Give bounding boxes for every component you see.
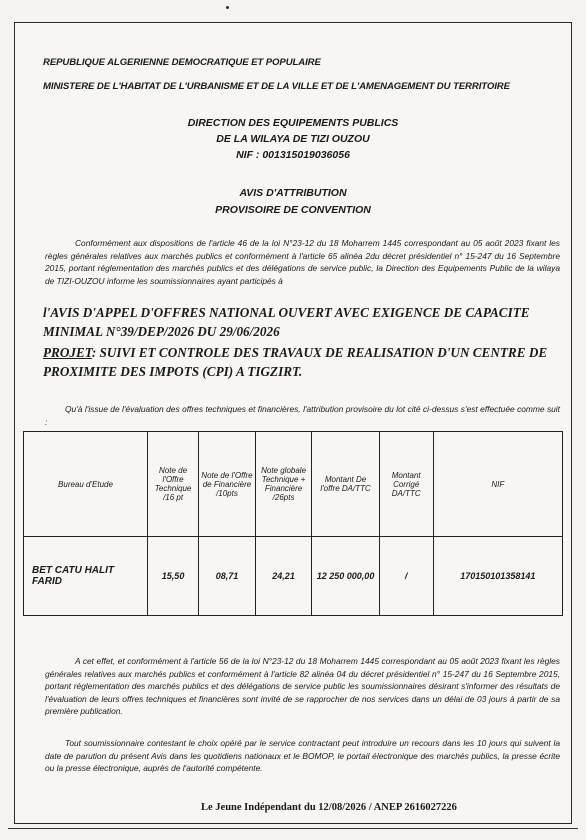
col-montant-corrige: Montant Corrigé DA/TTC <box>379 432 433 537</box>
cell-note-globale: 24,21 <box>255 537 312 616</box>
bottom-rule <box>8 828 578 829</box>
direction-line1: DIRECTION DES EQUIPEMENTS PUBLICS <box>187 117 399 129</box>
col-note-financiere: Note de l'Offre de Financière /10pts <box>199 432 256 537</box>
notice-frame <box>14 22 572 824</box>
ministry-heading: MINISTERE DE L'HABITAT DE L'URBANISME ET DE LA VILLE ET DE L'AMENAGEMENT DU TERRITOIRE <box>43 81 510 92</box>
avis-subtitle: PROVISOIRE DE CONVENTION <box>215 204 371 216</box>
cell-nif: 170150101358141 <box>433 537 562 616</box>
projet-label: PROJET <box>43 345 92 360</box>
scan-mark <box>226 6 229 9</box>
col-note-globale: Note globale Technique + Financière /26pts <box>255 432 312 537</box>
effet-paragraph: A cet effet, et conformément à l'article 56 de la loi N°23-12 du 18 Moharrem 1445 correspondant au 05 août 2023 fixant les règles générales relatives aux marchés publics et conformément à l'article 82 alinéa 04 du décret présidentiel n° 15-247 du 16 Septembre 2015, portant réglementation des marchés publics et des délégations de service public les soumissionnaires désirant s'informer des résultats de l'évaluation de leurs offres techniques et financières sont invité de se rapprocher de nos services dans un délai de 03 jours à partir de sa première publication. <box>45 656 560 716</box>
direction-line2: DE LA WILAYA DE TIZI OUZOU <box>216 133 370 145</box>
nif-line: NIF : 001315019036056 <box>236 149 350 161</box>
cell-montant-corrige: / <box>379 537 433 616</box>
publication-footer: Le Jeune Indépendant du 12/08/2026 / ANEP 2616027226 <box>201 802 457 813</box>
projet-text: : SUIVI ET CONTROLE DES TRAVAUX DE REALISATION D'UN CENTRE DE PROXIMITE DES IMPOTS (CPI) A TIGZIRT. <box>43 345 548 379</box>
recours-paragraph: Tout soumissionnaire contestant le choix opéré par le service contractant peut introduire un recours dans les 10 jours qui suivent la date de parution du présent Avis dans les quotidiens nationaux et le BOMOP, le portail électronique des marchés publics, la presse écrite ou la presse électronique, auprès de l'autorité compétente. <box>45 738 560 773</box>
evaluation-paragraph: Qu'à l'issue de l'évaluation des offres techniques et financières, l'attribution provisoire du lot cité ci-dessus s'est effectuée comme suit : <box>45 404 560 427</box>
cell-montant: 12 250 000,00 <box>312 537 379 616</box>
republic-heading: REPUBLIQUE ALGERIENNE DEMOCRATIQUE ET POPULAIRE <box>43 57 321 68</box>
projet-block <box>43 343 563 381</box>
attribution-table <box>23 431 563 616</box>
col-montant: Montant De l'offre DA/TTC <box>312 432 379 537</box>
avis-title: AVIS D'ATTRIBUTION <box>239 187 347 199</box>
cell-note-technique: 15,50 <box>147 537 198 616</box>
col-bureau: Bureau d'Etude <box>24 432 148 537</box>
table-header-row <box>24 432 563 537</box>
cell-bureau: BET CATU HALIT FARID <box>24 537 148 616</box>
table-row <box>24 537 563 616</box>
intro-paragraph: Conformément aux dispositions de l'article 46 de la loi N°23-12 du 18 Moharrem 1445 correspondant au 05 août 2023 fixant les règles générales relatives aux marchés publics et conformément à l'article 65 alinéa 2du décret présidentiel n° 15-247 du 16 Septembre 2015, portant réglementation des marchés publics et des délégations de service public, la Direction des Equipements Public de la wilaya de TIZI-OUZOU informe les soumissionnaires ayant participés à <box>45 238 560 286</box>
col-nif: NIF <box>433 432 562 537</box>
cell-note-financiere: 08,71 <box>199 537 256 616</box>
appel-offres: l'AVIS D'APPEL D'OFFRES NATIONAL OUVERT AVEC EXIGENCE DE CAPACITE MINIMAL N°39/DEP/2026 DU 29/06/2026 <box>43 305 530 339</box>
col-note-technique: Note de l'Offre Technique /16 pt <box>147 432 198 537</box>
